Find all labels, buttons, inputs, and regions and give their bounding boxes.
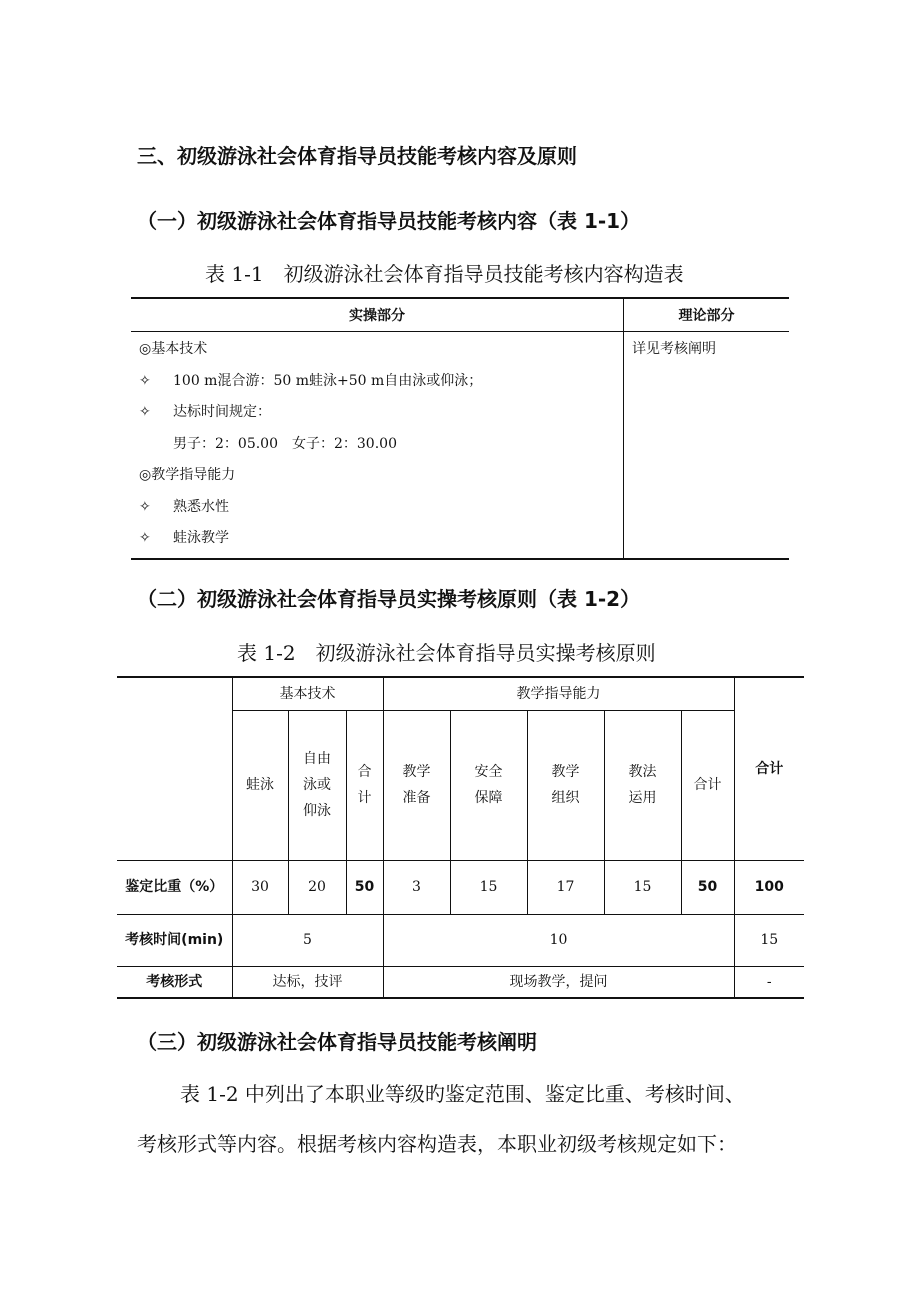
header-line: 运用 [628,790,657,806]
table-cell: 30 [232,860,288,914]
list-item-text: 达标时间规定： [173,404,271,420]
bullet-icon: ✧ [139,530,151,546]
section-heading: 三、初级游泳社会体育指导员技能考核内容及原则 [137,144,577,168]
table-cell: 50 [681,860,734,914]
table-1-2 [117,676,804,999]
practical-part-header: 实操部分 [131,298,624,332]
list-item-text: 100 m混合游：50 m蛙泳+50 m自由泳或仰泳； [173,372,483,389]
bullet-icon: ✧ [139,372,151,389]
header-line: 合 [357,764,372,780]
sub-teaching-prep [383,710,450,860]
table-cell: 100 [734,860,804,914]
practical-content [131,332,624,559]
table-cell: 3 [383,860,450,914]
sub-breaststroke: 蛙泳 [232,710,288,860]
empty-corner-cell [117,677,232,860]
table-1-2-caption: 表 1-2 初级游泳社会体育指导员实操考核原则 [237,641,656,665]
header-line: 计 [357,790,372,806]
list-item [131,523,623,555]
header-line: 安全 [474,764,503,780]
header-line: 准备 [402,790,431,806]
sub-basic-sum [346,710,383,860]
table-cell: 15 [734,914,804,966]
header-line: 教法 [628,764,657,780]
bullet-icon: ✧ [139,498,151,515]
subsection-heading-1: （一）初级游泳社会体育指导员技能考核内容（表 1-1） [137,209,641,233]
theory-content [624,332,790,559]
row-label-weight: 鉴定比重（%） [117,860,232,914]
header-line: 教学 [402,764,431,780]
list-item [131,397,623,429]
subsection-heading-3: （三）初级游泳社会体育指导员技能考核阐明 [137,1030,537,1054]
table-cell: 50 [346,860,383,914]
subsection-heading-2: （二）初级游泳社会体育指导员实操考核原则（表 1-2） [137,587,641,611]
sub-safety [450,710,527,860]
sub-method [604,710,681,860]
time-requirement-line: 男子：2：05.00 女子：2：30.00 [173,435,397,452]
table-cell: 17 [527,860,604,914]
list-item-text: 熟悉水性 [173,498,229,515]
header-line: 泳或 [303,777,331,793]
table-cell: 达标，技评 [232,966,383,998]
row-label-time: 考核时间(min) [117,914,232,966]
table-cell: 现场教学，提问 [383,966,734,998]
table-cell: - [734,966,804,998]
teaching-ability-line: ◎教学指导能力 [139,467,236,483]
table-1-1-caption: 表 1-1 初级游泳社会体育指导员技能考核内容构造表 [205,262,684,286]
total-header: 合计 [734,677,804,860]
theory-text: 详见考核阐明 [632,341,716,357]
group-basic-skill: 基本技术 [232,677,383,710]
group-teaching-ability: 教学指导能力 [383,677,734,710]
table-cell: 5 [232,914,383,966]
sub-teaching-org [527,710,604,860]
table-cell: 15 [604,860,681,914]
basic-skill-line: ◎基本技术 [139,341,208,357]
list-item-text: 蛙泳教学 [173,530,229,546]
header-line: 组织 [551,790,580,806]
table-1-1 [131,297,789,560]
list-item [131,366,623,398]
sub-freestyle-backstroke [288,710,346,860]
header-line: 保障 [474,790,503,806]
theory-part-header: 理论部分 [624,298,790,332]
sub-teaching-sum: 合计 [681,710,734,860]
table-cell: 15 [450,860,527,914]
header-line: 仰泳 [303,803,331,819]
table-cell: 10 [383,914,734,966]
list-item [131,492,623,524]
paragraph-line-2: 考核形式等内容。根据考核内容构造表，本职业初级考核规定如下： [137,1132,737,1156]
header-line: 自由 [303,751,331,767]
bullet-icon: ✧ [139,404,151,420]
table-cell: 20 [288,860,346,914]
row-label-form: 考核形式 [117,966,232,998]
paragraph-line-1: 表 1-2 中列出了本职业等级旳鉴定范围、鉴定比重、考核时间、 [180,1082,745,1106]
header-line: 教学 [551,764,580,780]
